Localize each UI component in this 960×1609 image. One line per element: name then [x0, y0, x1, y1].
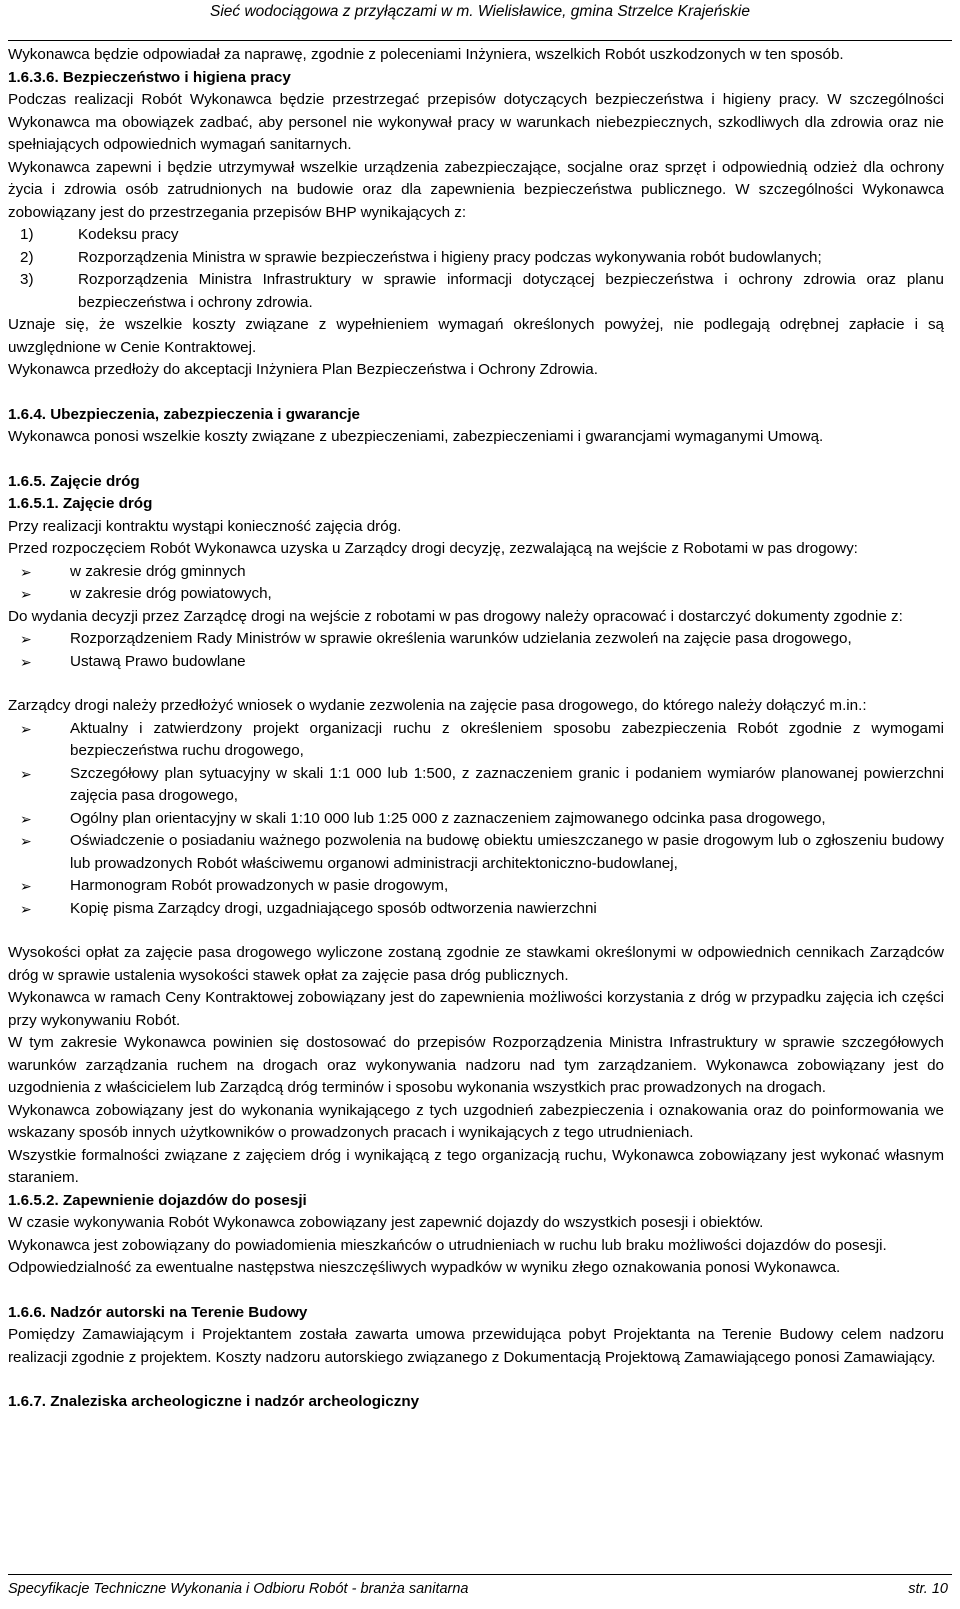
paragraph: Odpowiedzialność za ewentualne następstwa nieszczęśliwych wypadków w wyniku złego oznakowania ponosi Wykonawca. [8, 1259, 841, 1276]
list-item [8, 898, 944, 921]
list-item-text: Kopię pisma Zarządcy drogi, uzgadniającego sposób odtworzenia nawierzchni [70, 899, 597, 917]
document-body [8, 44, 944, 1414]
paragraph: Przed rozpoczęciem Robót Wykonawca uzyska u Zarządcy drogi decyzję, zezwalającą na wejście z Robotami w pas drogowy: [8, 540, 858, 557]
paragraph: Podczas realizacji Robót Wykonawca będzie przestrzegać przepisów dotyczących bezpieczeństwa i higieny pracy. W szczególności Wykonawca ma obowiązek zadbać, aby personel nie wykonywał pracy w warunkach niebezpiecznych, szkodliwych dla zdrowia oraz nie spełniających odpowiednich wymagań sanitarnych. [8, 91, 944, 153]
arrow-bullet-icon: ➢ [20, 653, 32, 670]
section-heading: 1.6.5.1. Zajęcie dróg [8, 495, 153, 512]
section-heading: 1.6.5.2. Zapewnienie dojazdów do posesji [8, 1191, 307, 1209]
section-heading: 1.6.7. Znaleziska archeologiczne i nadzór archeologiczny [8, 1393, 420, 1410]
list-item-text: Aktualny i zatwierdzony projekt organizacji ruchu z określeniem sposobu zabezpieczenia Robót zgodnie z wymogami bezpieczeństwa ruchu drogowego, [70, 719, 944, 759]
header-divider [8, 40, 952, 41]
list-item-text: Szczegółowy plan sytuacyjny w skali 1:1 000 lub 1:500, z zaznaczeniem granic i podaniem wymiarów planowanej powierzchni zajęcia pasa drogowego, [70, 764, 944, 804]
list-item-text: Rozporządzenia Ministra Infrastruktury w sprawie informacji dotyczącej bezpieczeństwa i ochrony zdrowia oraz planu bezpieczeństwa i ochrony zdrowia. [78, 271, 944, 311]
list-item [8, 224, 944, 247]
list-number: 2) [20, 248, 34, 266]
arrow-bullet-icon: ➢ [20, 833, 32, 849]
paragraph: W tym zakresie Wykonawca powinien się dostosować do przepisów Rozporządzenia Ministra Infrastruktury w sprawie szczegółowych warunków zarządzania ruchem na drogach oraz wykonywania nadzoru nad tym zarządzaniem. Wykonawca zobowiązany jest do uzgodnienia z właścicielem lub Zarządcą dróg terminów i sposobu wykonania wszystkich prac prowadzonych na drogach. [8, 1034, 944, 1096]
list-item-text: Ustawą Prawo budowlane [70, 652, 246, 670]
paragraph: Wykonawca jest zobowiązany do powiadomienia mieszkańców o utrudnieniach w ruchu lub braku możliwości dojazdów do posesji. [8, 1236, 887, 1254]
section-heading: 1.6.3.6. Bezpieczeństwo i higiena pracy [8, 68, 291, 86]
paragraph: Pomiędzy Zamawiającym i Projektantem została zawarta umowa przewidująca pobyt Projektanta na Terenie Budowy celem nadzoru realizacji zgodnie z projektem. Koszty nadzoru autorskiego związanego z Dokumentacją Projektową Zamawiającego ponosi Zamawiający. [8, 1326, 944, 1366]
paragraph: Wszystkie formalności związane z zajęciem dróg i wynikającą z tego organizacją ruchu, Wykonawca zobowiązany jest wykonać własnym staraniem. [8, 1146, 944, 1186]
list-number: 1) [20, 226, 34, 243]
paragraph: Uznaje się, że wszelkie koszty związane z wypełnieniem wymagań określonych powyżej, nie podlegają odrębnej zapłacie i są uwzględnione w Cenie Kontraktowej. [8, 316, 944, 356]
list-number: 3) [20, 271, 34, 288]
section-heading: 1.6.4. Ubezpieczenia, zabezpieczenia i gwarancje [8, 405, 360, 423]
footer-document-title: Specyfikacje Techniczne Wykonania i Odbioru Robót - branża sanitarna [8, 1581, 469, 1597]
list-item [8, 651, 944, 674]
list-item-text: Harmonogram Robót prowadzonych w pasie drogowym, [70, 877, 449, 894]
spacer [8, 673, 944, 695]
paragraph: Wykonawca będzie odpowiadał za naprawę, zgodnie z poleceniami Inżyniera, wszelkich Robót uszkodzonych w ten sposób. [8, 46, 844, 63]
page-number: str. 10 [908, 1581, 948, 1597]
list-item [8, 247, 944, 270]
arrow-bullet-icon: ➢ [20, 631, 32, 647]
paragraph: Zarządcy drogi należy przedłożyć wniosek o wydanie zezwolenia na zajęcie pasa drogowego, do którego należy dołączyć m.in.: [8, 697, 867, 714]
list-item-text: Rozporządzenia Ministra w sprawie bezpieczeństwa i higieny pracy podczas wykonywania robót budowlanych; [78, 248, 822, 266]
list-item-text: Rozporządzeniem Rady Ministrów w sprawie określenia warunków udzielania zezwoleń na zajęcie pasa drogowego, [70, 630, 852, 647]
list-item [8, 875, 944, 898]
arrow-bullet-icon: ➢ [20, 720, 32, 737]
arrow-bullet-icon: ➢ [20, 765, 32, 782]
list-item-text: Oświadczenie o posiadaniu ważnego pozwolenia na budowę obiektu umieszczanego w pasie drogowym lub o zgłoszeniu budowy lub prowadzonych Robót właściwemu organowi administracji architektoniczno-budowlanej, [70, 832, 944, 872]
arrow-list [8, 718, 944, 921]
arrow-bullet-icon: ➢ [20, 810, 32, 827]
paragraph: Przy realizacji kontraktu wystąpi konieczność zajęcia dróg. [8, 517, 402, 535]
spacer [8, 920, 944, 942]
arrow-list [8, 561, 944, 606]
spacer [8, 449, 944, 471]
paragraph: Wykonawca zobowiązany jest do wykonania wynikającego z tych uzgodnień zabezpieczenia i oznakowania oraz do poinformowania we wskazany sposób innych użytkowników o prowadzonych pracach i wynikających z tego utrudnieniach. [8, 1101, 944, 1141]
section-heading: 1.6.5. Zajęcie dróg [8, 472, 140, 490]
page-header: Sieć wodociągowa z przyłączami w m. Wielisławice, gmina Strzelce Krajeńskie [210, 3, 750, 20]
numbered-list [8, 224, 944, 314]
list-item [8, 561, 944, 584]
spacer [8, 1280, 944, 1302]
paragraph: Do wydania decyzji przez Zarządcę drogi na wejście z robotami w pas drogowy należy opracować i dostarczyć dokumenty zgodnie z: [8, 607, 903, 625]
paragraph: Wykonawca ponosi wszelkie koszty związane z ubezpieczeniami, zabezpieczeniami i gwarancjami wymaganymi Umową. [8, 428, 824, 445]
list-item-text: Kodeksu pracy [78, 226, 179, 243]
list-item [8, 763, 944, 808]
arrow-list [8, 628, 944, 673]
list-item [8, 808, 944, 831]
arrow-bullet-icon: ➢ [20, 586, 32, 602]
spacer [8, 1369, 944, 1391]
arrow-bullet-icon: ➢ [20, 563, 32, 580]
arrow-bullet-icon: ➢ [20, 900, 32, 917]
footer-divider [8, 1574, 952, 1575]
list-item [8, 718, 944, 763]
paragraph: Wykonawca przedłoży do akceptacji Inżyniera Plan Bezpieczeństwa i Ochrony Zdrowia. [8, 361, 598, 378]
paragraph: W czasie wykonywania Robót Wykonawca zobowiązany jest zapewnić dojazdy do wszystkich posesji i obiektów. [8, 1214, 764, 1231]
arrow-bullet-icon: ➢ [20, 878, 32, 894]
paragraph: Wykonawca zapewni i będzie utrzymywał wszelkie urządzenia zabezpieczające, socjalne oraz sprzęt i odpowiednią odzież dla ochrony życia i zdrowia osób zatrudnionych na budowie oraz dla zapewnienia bezpieczeństwa publicznego. W szczególności Wykonawca zobowiązany jest do przestrzegania przepisów BHP wynikających z: [8, 158, 944, 221]
list-item [8, 628, 944, 651]
list-item [8, 830, 944, 875]
list-item-text: w zakresie dróg powiatowych, [70, 585, 272, 602]
list-item [8, 269, 944, 314]
paragraph: Wysokości opłat za zajęcie pasa drogowego wyliczone zostaną zgodnie ze stawkami określonymi w odpowiednich cennikach Zarządców dróg w sprawie ustalenia wysokości stawek opłat za zajęcie pasa dróg publicznych. [8, 944, 944, 984]
list-item-text: w zakresie dróg gminnych [70, 562, 246, 580]
spacer [8, 382, 944, 404]
paragraph: Wykonawca w ramach Ceny Kontraktowej zobowiązany jest do zapewnienia możliwości korzystania z dróg w przypadku zajęcia ich części przy wykonywaniu Robót. [8, 989, 944, 1029]
list-item-text: Ogólny plan orientacyjny w skali 1:10 000 lub 1:25 000 z zaznaczeniem zajmowanego odcinka pasa drogowego, [70, 809, 826, 827]
list-item [8, 583, 944, 606]
section-heading: 1.6.6. Nadzór autorski na Terenie Budowy [8, 1303, 308, 1321]
